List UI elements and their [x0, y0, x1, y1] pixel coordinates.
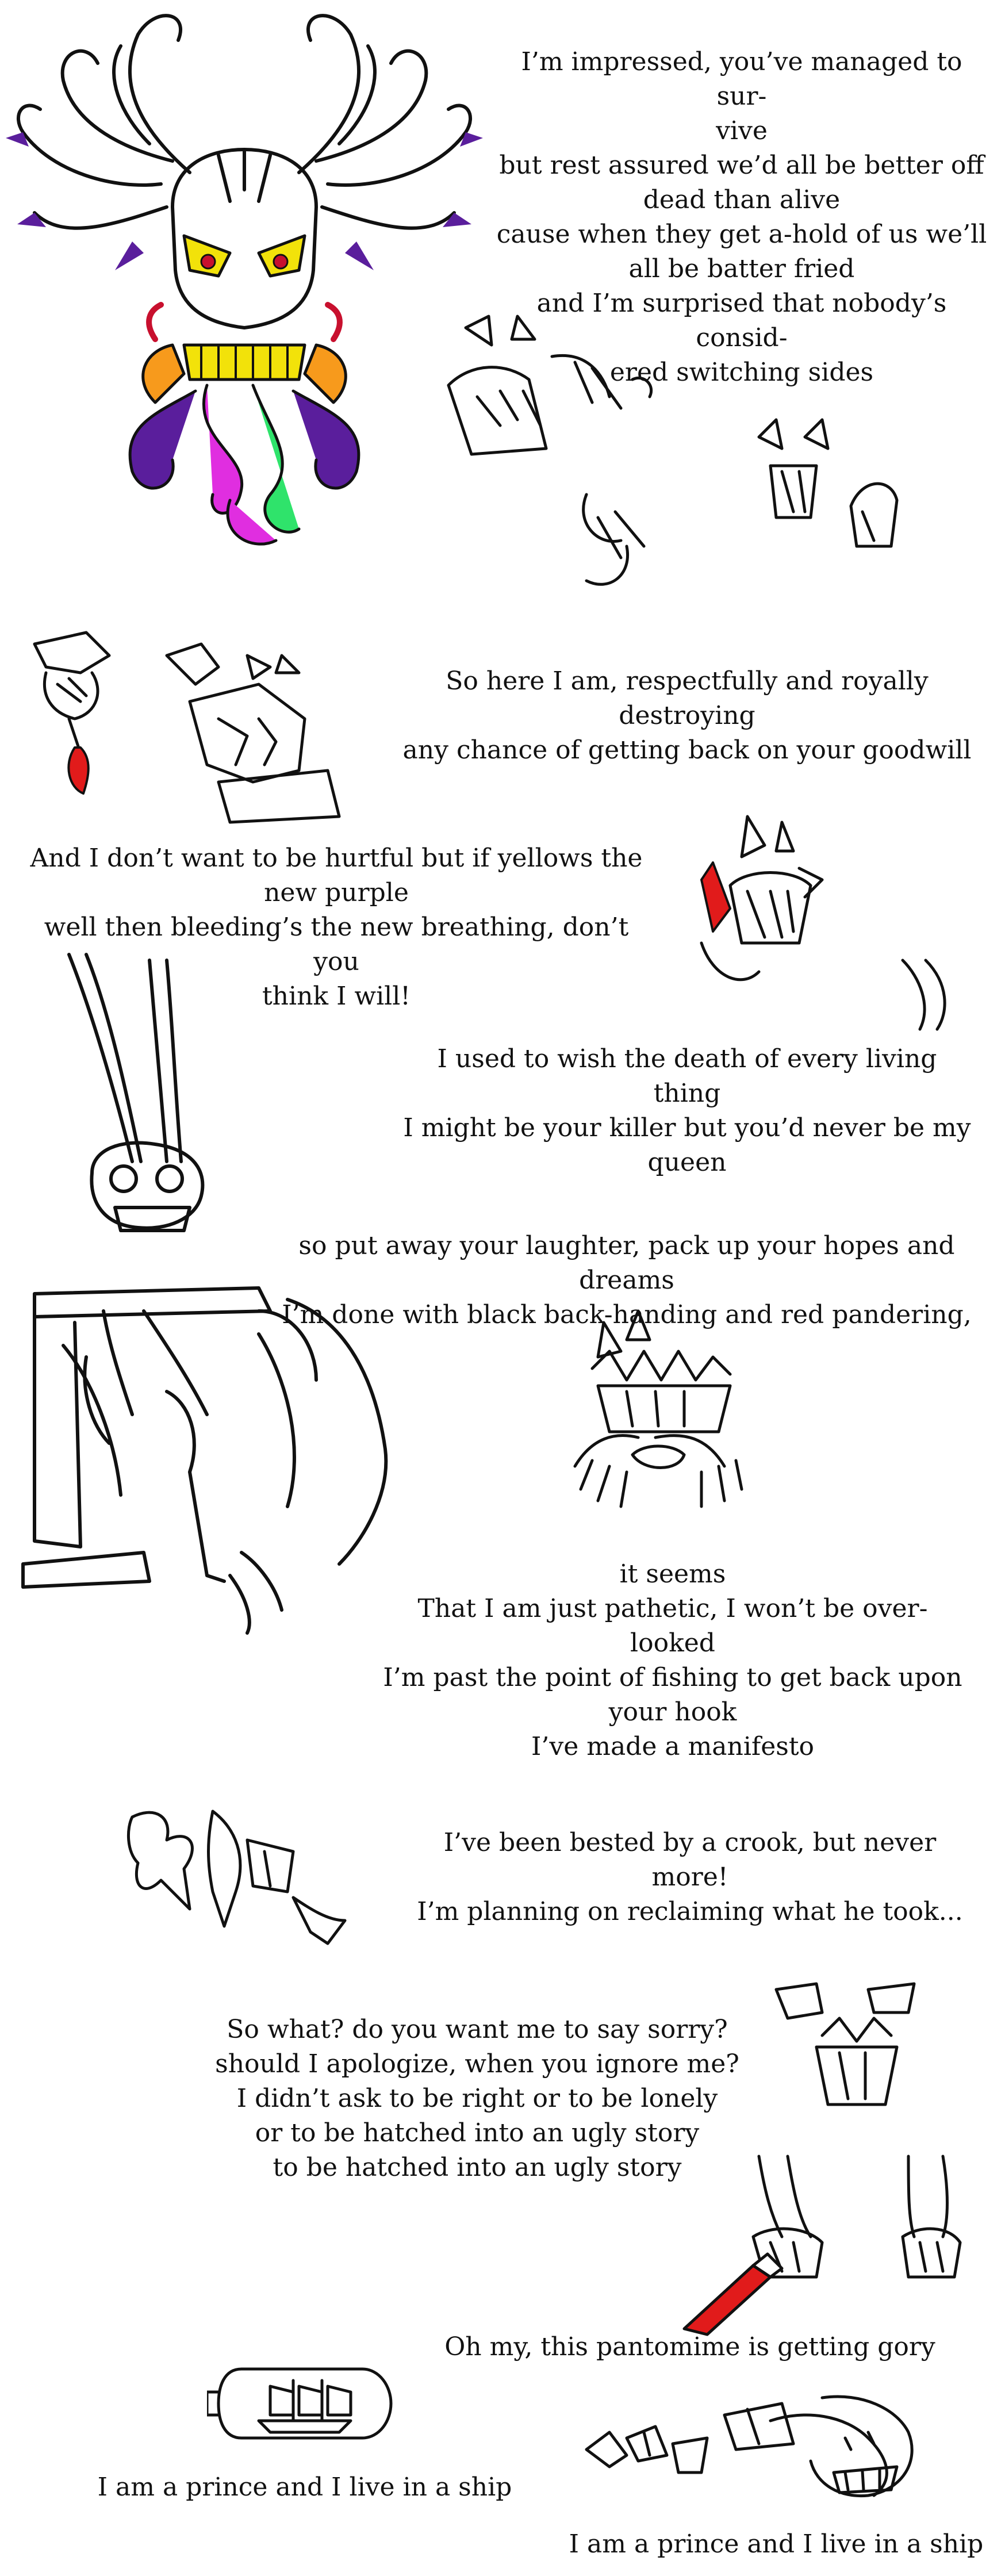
stanza-1-line: dead than alive: [643, 185, 841, 214]
stanza-6-line: That I am just pathetic, I won’t be over-: [417, 1594, 928, 1623]
stanza-6-line: looked: [630, 1628, 715, 1658]
stanza-8-line: to be hatched into an ugly story: [273, 2153, 682, 2182]
crowned-creature-icon: [558, 1300, 799, 1541]
stanza-4-line: queen: [647, 1148, 727, 1177]
stanza-3-line: think I will!: [262, 982, 411, 1011]
stanza-3-line: well then bleeding’s the new breathing, don’t you: [44, 913, 629, 976]
stanza-10: [69, 2470, 540, 2505]
stanza-1-line: cause when they get a-hold of us we’ll: [496, 220, 987, 249]
stanza-8-line: So what? do you want me to say sorry?: [227, 2015, 728, 2044]
antenna-figure-with-bars-icon: [17, 943, 420, 1656]
stanza-10-line: I am a prince and I live in a ship: [97, 2472, 512, 2502]
stanza-6-line: your hook: [608, 1697, 737, 1727]
stanza-8-line: or to be hatched into an ugly story: [255, 2118, 700, 2148]
stanza-4-line: I might be your killer but you’d never be my: [403, 1113, 971, 1143]
grumpy-face-icon: [765, 1972, 954, 2133]
stanza-3-line: new purple: [264, 878, 409, 907]
stanza-1-line: vive: [716, 116, 768, 145]
stanza-7-line: I’ve been bested by a crook, but never more!: [443, 1828, 937, 1892]
stanza-7: [402, 1826, 977, 1929]
stanza-8-line: should I apologize, when you ignore me?: [215, 2049, 739, 2079]
stanza-7-line: I’m planning on reclaiming what he took...: [417, 1897, 963, 1926]
stanza-4: [397, 1042, 977, 1180]
hands-with-knife-icon: [667, 2145, 1000, 2346]
stanza-1-line: all be batter fried: [628, 254, 855, 283]
stanza-1-line: but rest assured we’d all be better off: [499, 151, 984, 180]
stanza-1-line: ered switching sides: [609, 358, 874, 387]
horned-skull-creature-icon: [0, 0, 494, 575]
crowned-figures-with-bottle-icon: [575, 2375, 995, 2513]
bloody-knife-hand-icon: [678, 805, 989, 1041]
hand-with-knife-icon: [23, 621, 138, 811]
stanza-6: [379, 1557, 966, 1764]
stanza-2-line: So here I am, respectfully and royally destroying: [446, 666, 929, 730]
shocked-face-icon: [155, 632, 362, 828]
stanza-6-line: it seems: [619, 1559, 726, 1589]
stanza-1-line: and I’m surprised that nobody’s consid-: [536, 289, 947, 352]
stanza-2-line: any chance of getting back on your goodwill: [402, 735, 972, 765]
stanza-2: [374, 664, 1000, 768]
stanza-6-line: I’m past the point of fishing to get back upon: [383, 1663, 962, 1692]
ship-in-bottle-icon: [207, 2346, 402, 2461]
dancing-claws-icon: [437, 305, 989, 627]
stanza-8-line: I didn’t ask to be right or to be lonely: [236, 2084, 718, 2113]
stanza-9-line: Oh my, this pantomime is getting gory: [444, 2332, 935, 2362]
stanza-4-line: thing: [653, 1079, 721, 1108]
stanza-5-line: so put away your laughter, pack up your hopes and dreams: [298, 1231, 955, 1295]
stanza-5-line: I’m done with black back-handing and red pandering,: [282, 1300, 972, 1329]
stanza-3-line: And I don’t want to be hurtful but if yellows the: [30, 844, 643, 873]
stanza-6-line: I’ve made a manifesto: [531, 1732, 815, 1761]
stanza-11-line: I am a prince and I live in a ship: [569, 2529, 984, 2559]
thorn-shapes-icon: [121, 1794, 362, 1966]
stanza-4-line: I used to wish the death of every living: [437, 1044, 937, 1074]
stanza-11: [552, 2527, 1000, 2562]
stanza-1-line: I’m impressed, you’ve managed to sur-: [521, 47, 962, 111]
